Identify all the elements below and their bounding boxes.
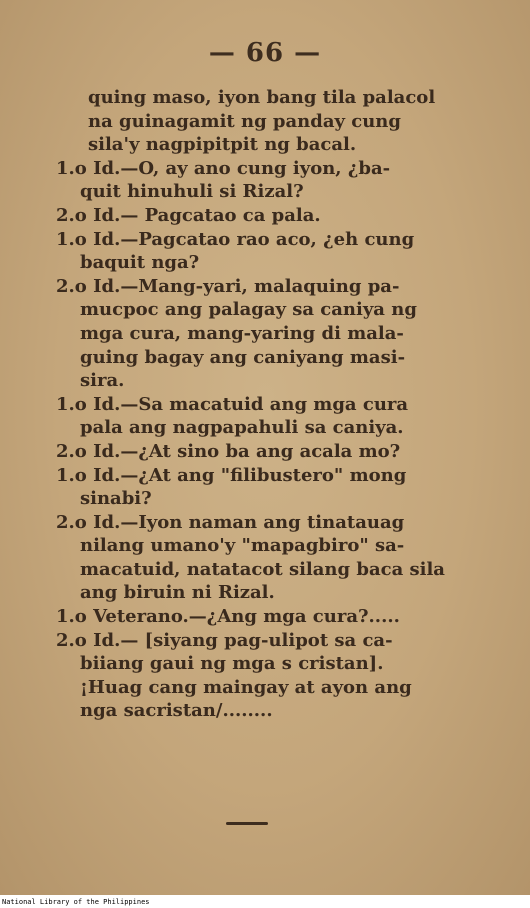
text-line: 1.o Id.—¿At ang "filibustero" mong: [56, 464, 407, 486]
text-line: 2.o Id.—Iyon naman ang tinatauag: [56, 511, 405, 533]
text-line: 1.o Id.—O, ay ano cung iyon, ¿ba-: [56, 157, 391, 179]
text-line: na guinagamit ng panday cung: [88, 110, 401, 132]
text-line: 1.o Id.—Sa macatuid ang mga cura: [56, 393, 409, 415]
text-line: nga sacristan/........: [80, 700, 273, 722]
text-line: quit hinuhuli si Rizal?: [80, 181, 304, 203]
text-line: 1.o Veterano.—¿Ang mga cura?.....: [56, 606, 400, 628]
text-line: 1.o Id.—Pagcatao rao aco, ¿eh cung: [56, 228, 415, 250]
text-line: pala ang nagpapahuli sa caniya.: [80, 417, 404, 439]
page-number: — 66 —: [208, 38, 322, 68]
text-line: 2.o Id.—Mang-yari, malaquing pa-: [56, 275, 400, 297]
library-credit: National Library of the Philippines: [2, 898, 150, 906]
text-line: mucpoc ang palagay sa caniya ng: [80, 299, 417, 321]
dialogue-text: [50, 86, 482, 723]
text-line: sira.: [80, 370, 125, 392]
text-line: 2.o Id.— Pagcatao ca pala.: [56, 204, 321, 226]
end-ornament: [226, 822, 268, 825]
text-line: biiang gaui ng mga s cristan].: [80, 653, 384, 675]
text-line: sinabi?: [80, 488, 152, 510]
text-line: guing bagay ang caniyang masi-: [80, 346, 406, 368]
text-line: baquit nga?: [80, 252, 200, 274]
text-line: 2.o Id.— [siyang pag-ulipot sa ca-: [56, 629, 393, 651]
text-line: quing maso, iyon bang tila palacol: [88, 87, 436, 108]
text-line: ang biruin ni Rizal.: [80, 582, 275, 604]
text-line: macatuid, natatacot silang baca sila: [80, 558, 445, 580]
text-line: mga cura, mang-yaring di mala-: [80, 322, 404, 344]
text-line: sila'y nagpipitpit ng bacal.: [88, 134, 357, 156]
text-line: 2.o Id.—¿At sino ba ang acala mo?: [56, 440, 401, 462]
text-line: nilang umano'y "mapagbiro" sa-: [80, 535, 405, 557]
text-line: ¡Huag cang maingay at ayon ang: [80, 676, 412, 698]
